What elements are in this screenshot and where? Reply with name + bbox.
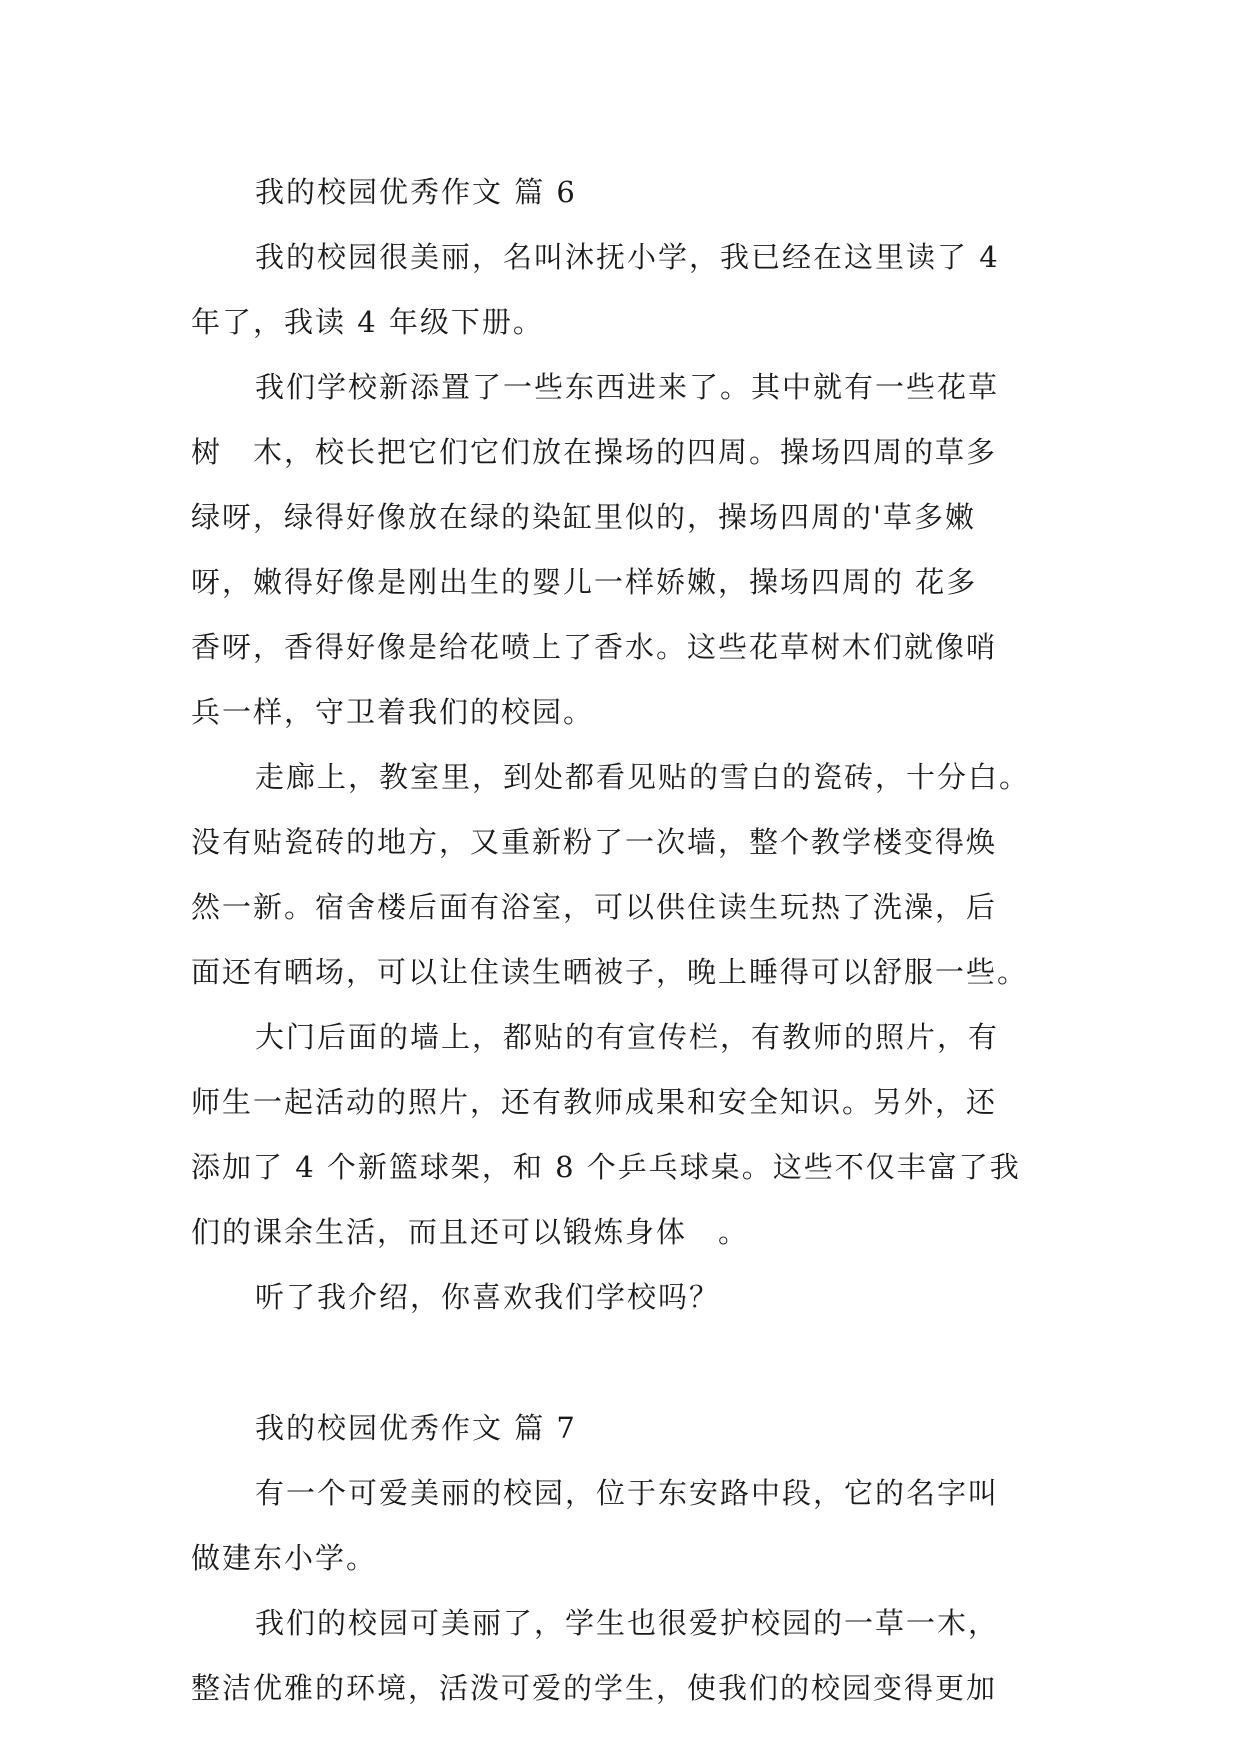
text-line: 我们学校新添置了一些东西进来了。其中就有一些花草 [255,370,1000,404]
document-body [191,160,1055,1721]
section-heading: 我的校园优秀作文 篇 6 [255,175,577,209]
text-line: 树 木，校长把它们它们放在操场的四周。操场四周的草多 [191,435,998,469]
text-line: 走廊上，教室里，到处都看见贴的雪白的瓷砖，十分白。 [255,760,1031,794]
text-line: 做建东小学。 [191,1541,378,1575]
paragraph [191,1591,1055,1721]
text-line: 年了，我读 4 年级下册。 [191,305,544,339]
text-line: 我的校园很美丽，名叫沐抚小学，我已经在这里读了 4 [255,240,1000,274]
paragraph [191,1005,1055,1265]
text-line: 大门后面的墙上，都贴的有宣传栏，有教师的照片，有 [255,1020,1000,1054]
paragraph [191,1265,1055,1330]
text-line: 添加了 4 个新篮球架，和 8 个乒乓球桌。这些不仅丰富了我 [191,1150,1021,1184]
text-line: 师生一起活动的照片，还有教师成果和安全知识。另外，还 [191,1085,998,1119]
text-line: 没有贴瓷砖的地方，又重新粉了一次墙，整个教学楼变得焕 [191,825,998,859]
text-line: 们的课余生活，而且还可以锻炼身体 。 [191,1215,750,1249]
section-gap [191,1330,1055,1396]
text-line: 面还有晒场，可以让住读生晒被子，晚上睡得可以舒服一些。 [191,955,1029,989]
text-line: 呀，嫩得好像是刚出生的婴儿一样娇嫩，操场四周的 花多 [191,565,978,599]
text-line: 兵一样，守卫着我们的校园。 [191,695,595,729]
text-line: 我们的校园可美丽了，学生也很爱护校园的一草一木， [255,1606,1000,1640]
paragraph [191,745,1055,1005]
text-line: 绿呀，绿得好像放在绿的染缸里似的，操场四周的'草多嫩 [191,500,976,534]
text-line: 香呀，香得好像是给花喷上了香水。这些花草树木们就像哨 [191,630,998,664]
paragraph [191,225,1055,355]
section-heading: 我的校园优秀作文 篇 7 [255,1411,577,1445]
text-line: 听了我介绍，你喜欢我们学校吗？ [255,1280,721,1314]
paragraph [191,1461,1055,1591]
paragraph [191,355,1055,745]
text-line: 整洁优雅的环境，活泼可爱的学生，使我们的校园变得更加 [191,1671,998,1705]
text-line: 有一个可爱美丽的校园，位于东安路中段，它的名字叫 [255,1476,1000,1510]
text-line: 然一新。宿舍楼后面有浴室，可以供住读生玩热了洗澡，后 [191,890,998,924]
